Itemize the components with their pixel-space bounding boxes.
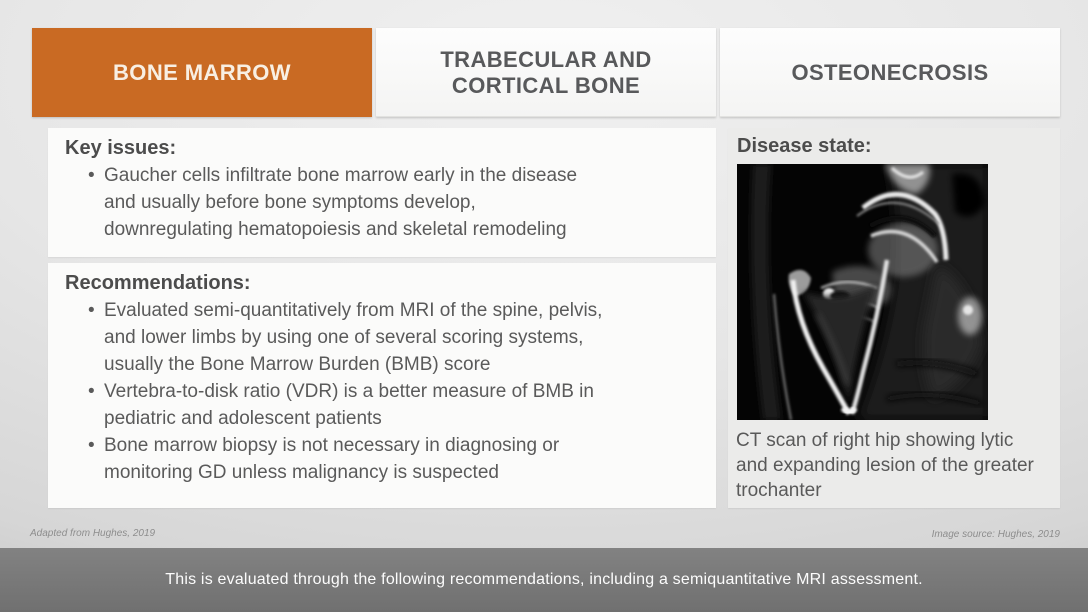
ct-scan-caption: CT scan of right hip showing lytic and expanding lesion of the greater trochanter bbox=[736, 430, 1034, 501]
narration-caption-bar bbox=[0, 548, 1088, 612]
recommendations-heading: Recommendations: bbox=[65, 272, 251, 294]
tab-osteonecrosis-label: OSTEONECROSIS bbox=[791, 59, 989, 85]
recommendations-bullet: • Vertebra-to-disk ratio (VDR) is a better measure of BMB in pediatric and adolescent patients bbox=[88, 378, 609, 432]
disease-state-panel bbox=[728, 128, 1060, 508]
ct-scan-illustration bbox=[737, 164, 988, 420]
ct-scan-right-hip-image bbox=[737, 164, 988, 420]
tab-bone-marrow-label: BONE MARROW bbox=[113, 59, 291, 85]
tab-trabecular-cortical-bone[interactable] bbox=[376, 28, 716, 117]
disease-state-heading: Disease state: bbox=[737, 135, 872, 157]
recommendations-list bbox=[48, 297, 716, 486]
key-issues-card bbox=[48, 128, 716, 257]
narration-caption-text: This is evaluated through the following recommendations, including a semiquantitative MRI assessment. bbox=[165, 571, 923, 588]
tab-osteonecrosis[interactable] bbox=[720, 28, 1060, 117]
tab-bone-marrow[interactable] bbox=[32, 28, 372, 117]
key-issues-heading: Key issues: bbox=[65, 137, 177, 159]
tab-bar bbox=[32, 28, 1060, 117]
tab-trabecular-cortical-bone-label: TRABECULAR AND CORTICAL BONE bbox=[440, 46, 652, 98]
recommendations-bullet: • Bone marrow biopsy is not necessary in diagnosing or monitoring GD unless malignancy is suspected bbox=[88, 432, 609, 486]
recommendations-card bbox=[48, 263, 716, 508]
adapted-from-note: Adapted from Hughes, 2019 bbox=[30, 528, 156, 539]
key-issues-list bbox=[48, 162, 716, 243]
key-issues-bullet: • Gaucher cells infiltrate bone marrow early in the disease and usually before bone symptoms develop, downregulating hematopoiesis and skeletal remodeling bbox=[88, 162, 609, 243]
image-source-note: Image source: Hughes, 2019 bbox=[931, 529, 1060, 540]
recommendations-bullet: • Evaluated semi-quantitatively from MRI of the spine, pelvis, and lower limbs by using one of several scoring systems, usually the Bone Marrow Burden (BMB) score bbox=[88, 297, 609, 378]
